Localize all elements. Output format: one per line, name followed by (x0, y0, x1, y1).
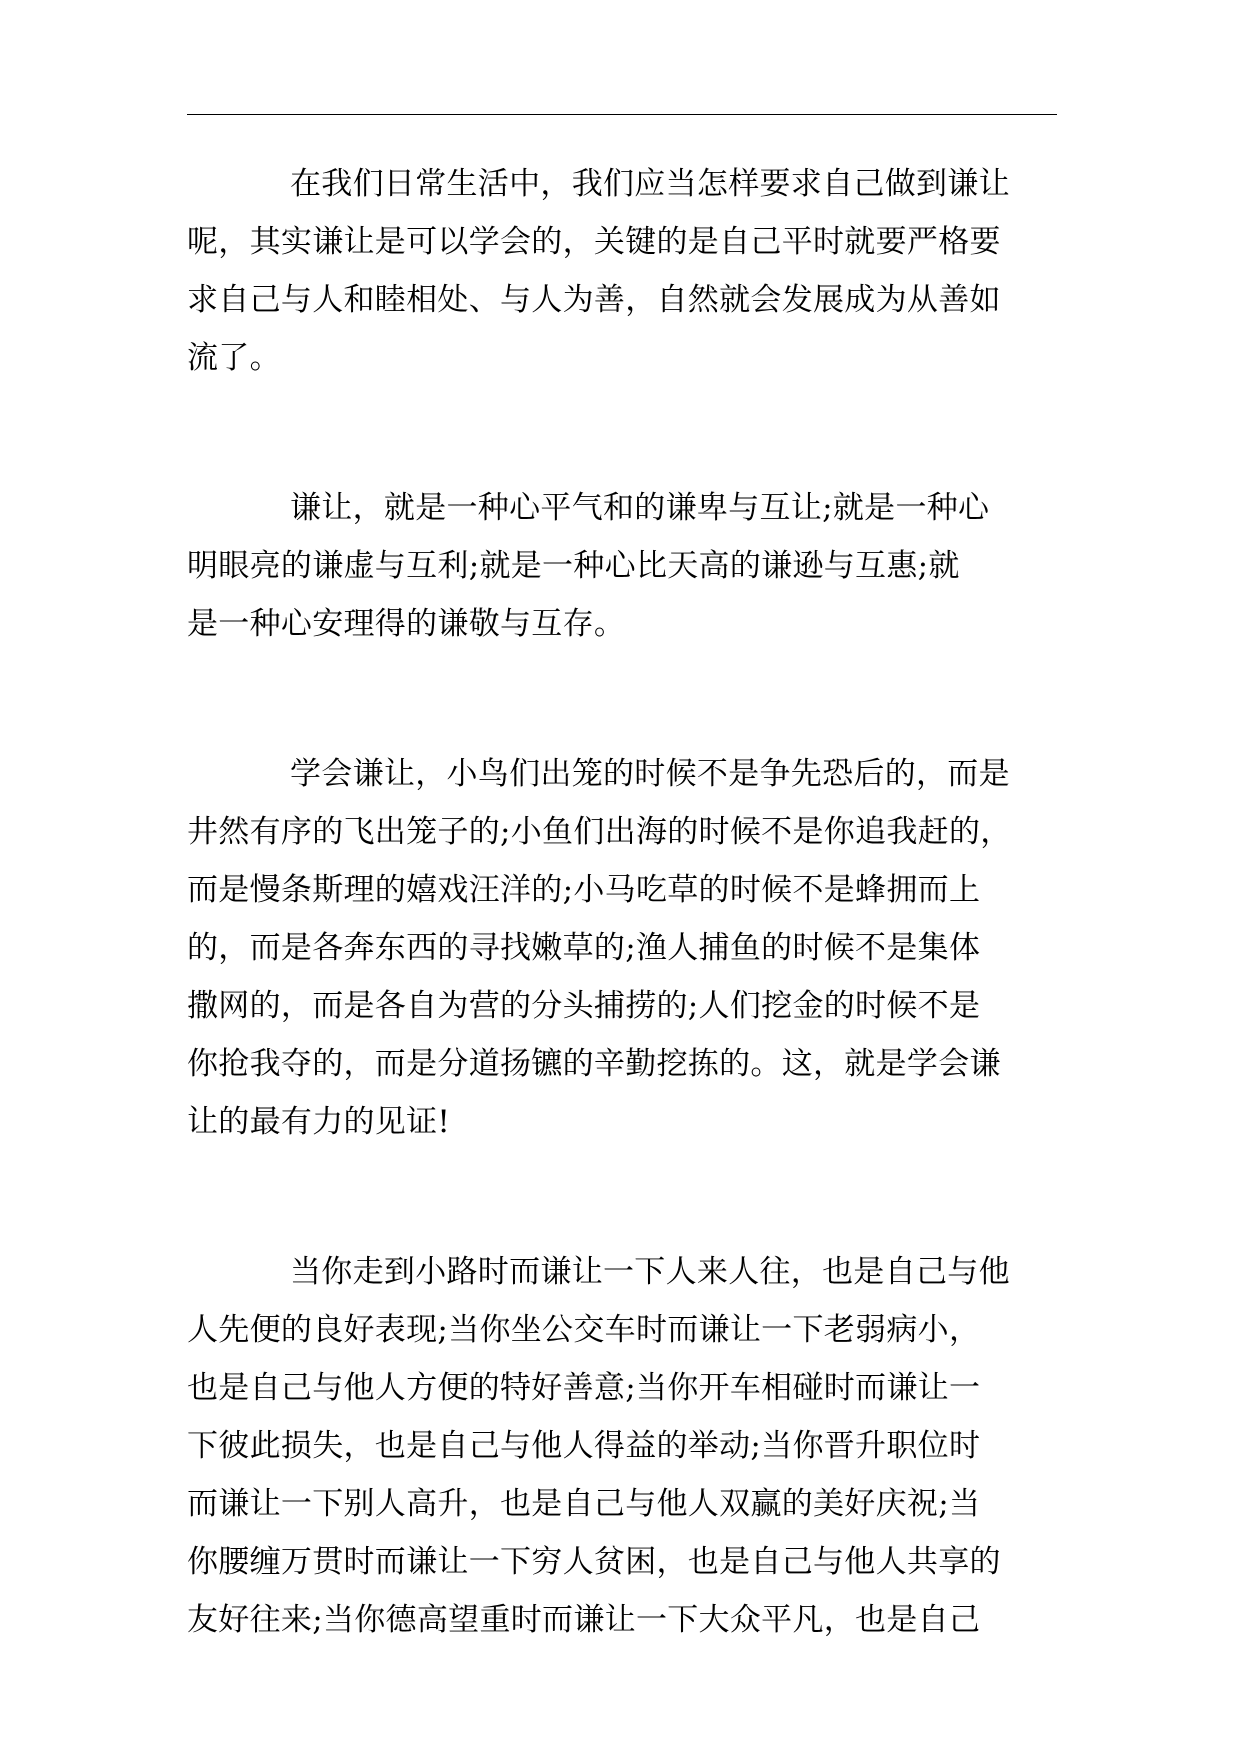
paragraph-1 (187, 155, 1057, 387)
text-line: 是一种心安理得的谦敬与互存。 (187, 606, 626, 642)
text-line: 下彼此损失，也是自己与他人得益的举动;当你晋升职位时 (187, 1428, 981, 1464)
text-line: 求自己与人和睦相处、与人为善，自然就会发展成为从善如 (187, 282, 1001, 318)
text-line: 而是慢条斯理的嬉戏汪洋的;小马吃草的时候不是蜂拥而上 (187, 872, 981, 908)
paragraph-2 (187, 479, 1057, 653)
paragraph-gap (187, 387, 1057, 479)
text-line: 人先便的良好表现;当你坐公交车时而谦让一下老弱病小， (187, 1312, 981, 1348)
text-line: 学会谦让，小鸟们出笼的时候不是争先恐后的，而是 (290, 756, 1010, 792)
paragraph-gap (187, 653, 1057, 745)
text-line: 你腰缠万贯时而谦让一下穷人贫困，也是自己与他人共享的 (187, 1544, 1001, 1580)
paragraph-gap (187, 1151, 1057, 1243)
text-line: 谦让，就是一种心平气和的谦卑与互让;就是一种心 (290, 490, 990, 526)
header-rule (187, 114, 1057, 115)
paragraph-3 (187, 745, 1057, 1151)
text-line: 你抢我夺的，而是分道扬镳的辛勤挖拣的。这，就是学会谦 (187, 1046, 1001, 1082)
text-line: 友好往来;当你德高望重时而谦让一下大众平凡，也是自己 (187, 1602, 981, 1638)
text-line: 流了。 (187, 340, 281, 376)
text-line: 也是自己与他人方便的特好善意;当你开车相碰时而谦让一 (187, 1370, 981, 1406)
paragraph-4 (187, 1243, 1057, 1649)
text-line: 井然有序的飞出笼子的;小鱼们出海的时候不是你追我赶的， (187, 814, 1012, 850)
text-line: 而谦让一下别人高升，也是自己与他人双赢的美好庆祝;当 (187, 1486, 981, 1522)
text-line: 的，而是各奔东西的寻找嫩草的;渔人捕鱼的时候不是集体 (187, 930, 981, 966)
text-line: 让的最有力的见证! (187, 1104, 451, 1140)
document-body (187, 155, 1057, 1649)
text-line: 明眼亮的谦虚与互利;就是一种心比天高的谦逊与互惠;就 (187, 548, 960, 584)
text-line: 撒网的，而是各自为营的分头捕捞的;人们挖金的时候不是 (187, 988, 981, 1024)
text-line: 呢，其实谦让是可以学会的，关键的是自己平时就要严格要 (187, 224, 1001, 260)
text-line: 在我们日常生活中，我们应当怎样要求自己做到谦让 (290, 166, 1010, 202)
text-line: 当你走到小路时而谦让一下人来人往，也是自己与他 (290, 1254, 1010, 1290)
